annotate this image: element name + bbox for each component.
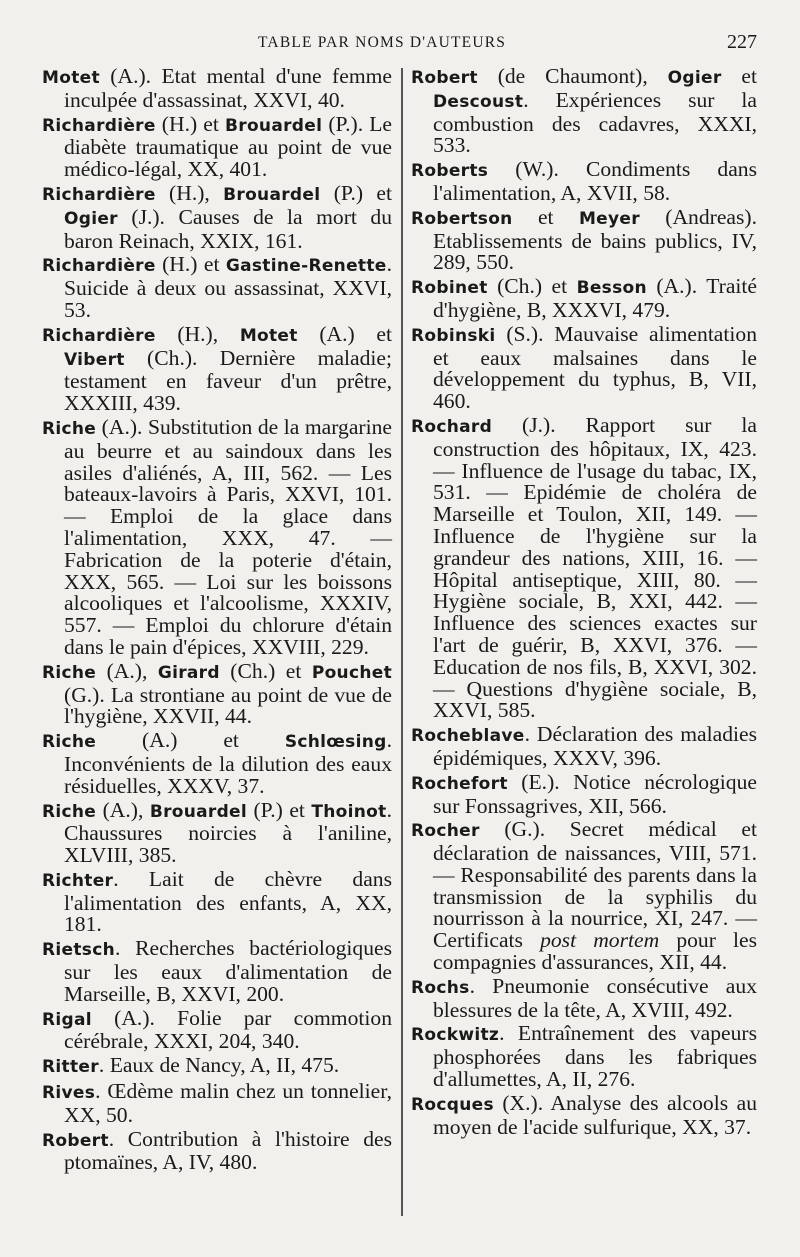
entry-text: (Andreas). Etablissements de bains publics, IV, 289, 550. [433, 204, 757, 275]
index-entry [411, 1023, 757, 1090]
entry-text: (Ch.) et [487, 274, 577, 299]
index-entry [42, 321, 392, 416]
entry-text: et [512, 204, 579, 229]
entry-text: . Recherches bactériologiques sur les eaux d'alimentation de Marseille, B, XXVI, 200. [64, 936, 392, 1006]
index-entry [42, 658, 392, 729]
entry-text: . Chaussures noircies à l'aniline, XLVIII, 385. [64, 797, 392, 868]
entry-text: (A.). Etat mental d'une femme inculpée d'assassinat, XXVI, 40. [64, 64, 392, 112]
author-name: Rigal [42, 1009, 92, 1030]
entry-text: (P.) et [320, 180, 392, 205]
index-entry [411, 412, 757, 723]
page-number: 227 [727, 31, 757, 53]
italic-text: post mortem [540, 928, 660, 953]
author-name: Rochefort [411, 773, 508, 794]
index-entry [42, 414, 392, 659]
entry-text: et [721, 64, 758, 88]
author-name: Riche [42, 662, 97, 683]
author-name: Richter [42, 870, 114, 891]
entry-text: (A.), [96, 658, 158, 683]
author-name: Robinet [411, 278, 488, 299]
entry-text: . Eaux de Nancy, A, II, 475. [98, 1053, 340, 1078]
author-name: Robinski [411, 325, 496, 346]
entry-text: pour les compagnies d'assurances, XII, 44. [433, 928, 758, 975]
author-name: Motet [239, 325, 298, 346]
entry-text: (de Chaumont), [477, 64, 668, 88]
index-entry [42, 730, 392, 797]
index-entry [411, 1090, 757, 1139]
author-name: Brouardel [223, 184, 321, 205]
index-entry [411, 769, 757, 818]
author-name: Richardière [42, 184, 156, 205]
entry-text: (J.). Causes de la mort du baron Reinach, XXIX, 161. [64, 204, 392, 253]
entry-text: (A.). Substitution de la margarine au beurre et au saindoux dans les asiles d'aliénés, A, III, 562. — Les bateaux-lavoirs à Paris, XXVI, 101. — Emploi de la glace dans l'alimentation, XXX, 47. — Fabrication de la poterie d'étain, XXX, 565. — Loi sur les boissons alcooliques et l'alcoolisme, XXXIV, 557. — Emploi du chlorure d'étain dans le pain d'épices, XXVIII, 229. [64, 414, 392, 659]
entry-text: (A.). Traité d'hygiène, B, XXXVI, 479. [433, 274, 757, 322]
author-name: Schlœsing [284, 732, 387, 753]
author-name: Rockwitz [411, 1025, 500, 1046]
entry-text: (H.) et [155, 252, 226, 277]
entry-text: (J.). Rapport sur la construction des hôpitaux, IX, 423. — Influence de l'usage du tabac, IX, 531. — Epidémie de choléra de Marseille et Toulon, XII, 149. — Influence de l'hygiène sur la grandeur des nations, XIII, 16. — Hôpital antiseptique, XIII, 80. — Hygiène sociale, B, XXI, 442. — Influence des sciences exactes sur l'art de guérir, B, XXVI, 376. — Education de nos fils, B, XXVI, 302. — Questions d'hygiène sociale, B, XXVI, 585. [433, 412, 757, 723]
author-name: Rietsch [42, 940, 115, 961]
index-entry [42, 1055, 392, 1079]
entry-text: (S.). Mauvaise alimentation et eaux malsaines dans le développement du typhus, B, VII, 460. [433, 321, 757, 414]
author-name: Gastine-Renette [225, 256, 387, 277]
entry-text: . Inconvénients de la dilution des eaux résiduelles, XXXV, 37. [64, 728, 392, 798]
author-name: Ogier [667, 68, 722, 88]
column-divider [401, 68, 403, 1216]
entry-text: . Contribution à l'histoire des ptomaïnes, A, IV, 480. [64, 1126, 392, 1175]
index-entry [411, 321, 757, 414]
author-name: Ogier [64, 208, 118, 229]
author-name: Riche [42, 801, 97, 822]
author-name: Richardière [42, 256, 156, 277]
index-entry [42, 797, 392, 868]
index-entry [42, 866, 392, 937]
author-name: Rochs [411, 977, 470, 998]
author-name: Robertson [411, 208, 513, 229]
entry-text: (P.). Le diabète traumatique au point de vue médico-légal, XX, 401. [64, 111, 393, 182]
left-column [42, 66, 392, 1176]
running-title: TABLE PAR NOMS D'AUTEURS [258, 34, 507, 51]
author-name: Descoust [433, 91, 524, 112]
author-name: Brouardel [149, 801, 248, 822]
index-entry [42, 111, 393, 182]
index-entry [411, 724, 757, 770]
index-entry [42, 1005, 392, 1054]
author-name: Thoinot [311, 801, 387, 822]
entry-text: (P.) et [247, 797, 312, 822]
entry-text: (Ch.) et [219, 658, 312, 683]
author-name: Besson [576, 278, 647, 299]
author-name: Rives [42, 1083, 96, 1104]
entry-text: (G.). Secret médical et déclaration de naissances, VIII, 571. — Responsabilité des parents dans la transmission de la syphilis du nourrisson à la nourrice, XI, 247. — Certificats [433, 817, 757, 953]
entry-text: . Entraînement des vapeurs phosphorées dans les fabriques d'allumettes, A, II, 276. [433, 1021, 757, 1092]
entry-text: (E.). Notice nécrologique sur Fonssagrives, XII, 566. [433, 769, 757, 818]
right-column [411, 66, 757, 1140]
entry-text: . Pneumonie consécutive aux blessures de la tête, A, XVIII, 492. [433, 973, 757, 1022]
author-name: Richardière [42, 325, 156, 346]
author-name: Rochard [411, 416, 493, 437]
running-head [0, 31, 800, 58]
author-name: Riche [42, 732, 97, 753]
author-name: Robert [411, 68, 478, 88]
index-entry [411, 973, 757, 1022]
entry-text: . Œdème malin chez un tonnelier, XX, 50. [64, 1079, 392, 1127]
entry-text: (X.). Analyse des alcools au moyen de l'acide sulfurique, XX, 37. [433, 1090, 757, 1139]
index-entry [411, 66, 757, 157]
index-entry [42, 66, 392, 112]
entry-text: (A.). Folie par commotion cérébrale, XXXI, 204, 340. [64, 1005, 392, 1054]
entry-text: (A.), [96, 797, 150, 822]
author-name: Motet [42, 68, 100, 88]
entry-text: (G.). La strontiane au point de vue de l'hygiène, XXVII, 44. [64, 682, 392, 729]
author-name: Brouardel [225, 115, 323, 136]
author-name: Rocher [411, 821, 480, 842]
author-name: Roberts [411, 161, 489, 182]
entry-text: (H.), [155, 180, 224, 205]
entry-text: . Lait de chèvre dans l'alimentation des enfants, A, XX, 181. [64, 866, 392, 937]
index-entry [42, 1081, 392, 1127]
entry-text: (H.) et [155, 111, 225, 136]
entry-text: (A.) et [96, 728, 285, 753]
index-entry [411, 276, 757, 322]
author-name: Ritter [42, 1057, 99, 1078]
index-entry [42, 938, 392, 1005]
entry-text: (H.), [155, 321, 240, 346]
author-name: Richardière [42, 115, 156, 136]
author-name: Girard [157, 662, 220, 683]
index-entry [42, 1126, 392, 1175]
author-name: Rocheblave [411, 726, 525, 747]
entry-text: . Expériences sur la combustion des cadavres, XXXI, 533. [433, 87, 757, 158]
entry-text: (A.) et [297, 321, 392, 346]
author-name: Vibert [64, 349, 125, 370]
entry-text: . Déclaration des maladies épidémiques, XXXV, 396. [433, 722, 757, 770]
index-entry [411, 204, 757, 275]
entry-text: . Suicide à deux ou assassinat, XXVI, 53. [64, 252, 392, 322]
author-name: Riche [42, 418, 97, 439]
entry-text: (W.). Condiments dans l'alimentation, A, XVII, 58. [433, 157, 757, 205]
entry-text: (Ch.). Dernière maladie; testament en faveur d'un prêtre, XXXIII, 439. [64, 345, 392, 416]
author-name: Pouchet [311, 662, 392, 683]
index-entry [42, 254, 392, 321]
author-name: Rocques [411, 1094, 494, 1115]
author-name: Robert [42, 1130, 109, 1151]
author-name: Meyer [578, 208, 640, 229]
index-entry [42, 180, 392, 253]
index-entry [411, 819, 757, 974]
index-entry [411, 159, 757, 205]
